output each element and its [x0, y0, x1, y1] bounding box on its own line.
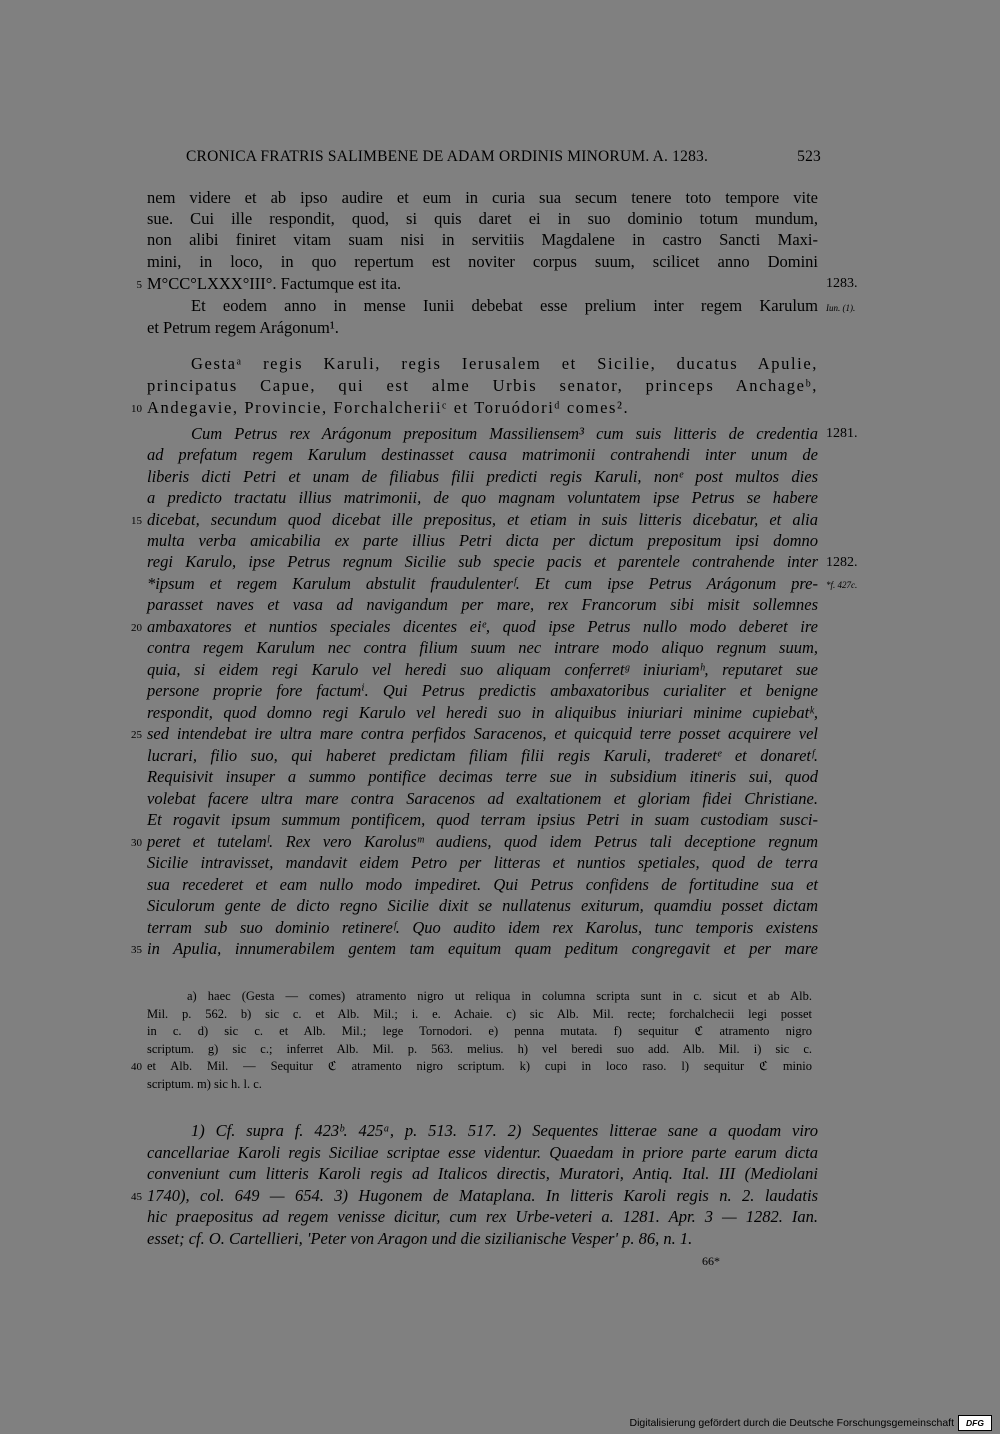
line-number: 25 [131, 729, 142, 741]
letter-line: respondit, quod domno regi Karulo vel heredi suo in aliquibus iniuriari minime cupiebatᵏ, [147, 703, 818, 722]
rubric-line: Andegavie, Provincie, Forchalcheriiᶜ et Toruódoriᵈ comes². [147, 398, 630, 417]
footnote-line: 1740), col. 649 — 654. 3) Hugonem de Mataplana. In litteris Karoli regis n. 2. laudatis [147, 1186, 818, 1205]
letter-line: quia, si eidem regi Karulo vel heredi suo aliquam conferretᵍ iniuriamʰ, reputaret sue [147, 660, 818, 679]
letter-line: dicebat, secundum quod dicebat ille prepositus, et etiam in suis litteris dicebatur, et alia [147, 510, 818, 529]
apparatus-line: in c. d) sic c. et Alb. Mil.; lege Tornodori. e) penna mutata. f) sequitur ℭ atramento nigro [147, 1024, 812, 1038]
letter-line: peret et tutelamˡ. Rex vero Karolusᵐ audiens, quod idem Petrus tali deceptione regnum [147, 832, 818, 851]
margin-folio: *f. 427c. [826, 580, 858, 590]
footnote-line: hic praepositus ad regem venisse dicitur, cum rex Urbe-veteri a. 1281. Apr. 3 — 1282. Ian. [147, 1207, 818, 1226]
letter-line: Et rogavit ipsum summum pontificem, quod terram ipsius Petri in suam custodiam susci- [147, 810, 818, 829]
letter-line: a predicto tractatu illius matrimonii, de quo magnam voluntatem ipse Petrus se habere [147, 488, 818, 507]
letter-line: liberis dicti Petri et unam de filiabus filii predicti regis Karuli, nonᵉ post multos dies [147, 467, 818, 486]
letter-line: sed intendebat ire ultra mare contra perfidos Saracenos, et quicquid terre posset acquirere vel [147, 724, 818, 743]
margin-month: Iun. (1). [826, 303, 856, 313]
line-number: 35 [131, 944, 142, 956]
footnote-line: esset; cf. O. Cartellieri, 'Peter von Aragon und die sizilianische Vesper' p. 86, n. 1. [147, 1229, 693, 1248]
letter-line: Siculorum gente de dicto regno Sicilie dixit se nullatenus exiturum, quamdiu posset dictam [147, 896, 818, 915]
dfg-logo-icon [958, 1415, 992, 1431]
dfg-credit-text: Digitalisierung gefördert durch die Deutsche Forschungsgemeinschaft [629, 1417, 954, 1429]
dfg-credit [629, 1415, 992, 1431]
apparatus-line: et Alb. Mil. — Sequitur ℭ atramento nigro scriptum. k) cupi in loco raso. l) sequitur ℭ minio [147, 1059, 812, 1073]
line-number: 15 [131, 515, 142, 527]
letter-line: ambaxatores et nuntios speciales dicentes eiᵉ, quod ipse Petrus nullo modo deberet ire [147, 617, 818, 636]
line-number: 5 [136, 279, 142, 291]
letter-line: multa verba amicabilia ex parte illius Petri dicta per dictum prepositum ipsi domno [147, 531, 818, 550]
rubric-line: principatus Capue, qui est alme Urbis senator, princeps Anchageᵇ, [147, 376, 818, 395]
line-number: 10 [131, 403, 142, 415]
margin-year: 1282. [826, 555, 858, 570]
letter-line: terram sub suo dominio retinereᶠ. Quo audito idem rex Karolus, tunc temporis existens [147, 918, 818, 937]
footnote-line: cancellariae Karoli regis Siciliae scriptae esse videntur. Quaedam in priore parte earum dicta [147, 1143, 818, 1162]
letter-line: volebat facere ultra mare contra Saracenos ad exaltationem et gloriam fidei Christiane. [147, 789, 818, 808]
apparatus-line: a) haec (Gesta — comes) atramento nigro ut reliqua in columna scripta sunt in c. sicut et ab Alb. [187, 989, 812, 1003]
letter-line: Sicilie intravisset, mandavit eidem Petro per litteras et nuntios spetiales, quod de terra [147, 853, 818, 872]
footnote-line: conveniunt cum litteris Karoli regis ad Italicos directis, Muratori, Antiq. Ital. III (Mediolani [147, 1164, 818, 1183]
text-line: Et eodem anno in mense Iunii debebat esse prelium inter regem Karulum [191, 296, 818, 315]
text-line: nem videre et ab ipso audire et eum in curia sua secum tenere toto tempore vite [147, 188, 818, 207]
margin-year: 1281. [826, 426, 858, 441]
letter-line: regi Karulo, ipse Petrus regnum Sicilie sub specie pacis et parentele contrahende inter [147, 552, 818, 571]
letter-line: Cum Petrus rex Arágonum prepositum Massiliensem³ cum suis litteris de credentia [191, 424, 818, 443]
text-line: M°CC°LXXX°III°. Factumque est ita. [147, 274, 402, 293]
text-line: non alibi finiret vitam suam nisi in servitiis Magdalene in castro Sancti Maxi- [147, 230, 818, 249]
letter-line: in Apulia, innumerabilem gentem tam equitum quam peditum congregavit et per mare [147, 939, 818, 958]
page-number: 523 [797, 148, 821, 165]
dfg-logo-text: DFG [966, 1418, 984, 1428]
rubric-line: Gestaᵃ regis Karuli, regis Ierusalem et Sicilie, ducatus Apulie, [191, 354, 818, 373]
running-title: CRONICA FRATRIS SALIMBENE DE ADAM ORDINIS MINORUM. A. 1283. [186, 148, 709, 165]
text-line: et Petrum regem Arágonum¹. [147, 318, 339, 337]
text-line: mini, in loco, in quo repertum est noviter corpus suum, scilicet anno Domini [147, 252, 818, 271]
line-number: 30 [131, 837, 142, 849]
apparatus-line: Mil. p. 562. b) sic c. et Alb. Mil.; i. e. Achaie. c) sic Alb. Mil. recte; forchalchecii legi posset [147, 1007, 812, 1021]
letter-line: lucrari, filio suo, qui haberet predictam filiam filii regis Karuli, traderetᵉ et donaretᶠ. [147, 746, 818, 765]
line-number: 45 [131, 1191, 142, 1203]
letter-line: Requisivit insuper a summo pontifice decimas terre sue in subsidium itineris sui, quod [147, 767, 818, 786]
line-number: 40 [131, 1061, 142, 1073]
apparatus-line: scriptum. m) sic h. l. c. [147, 1077, 262, 1091]
margin-year: 1283. [826, 276, 858, 291]
letter-line: ad prefatum regem Karulum destinasset causa matrimonii contrahendi inter unum de [147, 445, 818, 464]
text-line: sue. Cui ille respondit, quod, si quis daret ei in suo dominio totum mundum, [147, 209, 818, 228]
letter-line: persone proprie fore factumⁱ. Qui Petrus predictis ambaxatoribus curialiter et benigne [147, 681, 818, 700]
footnote-line: 1) Cf. supra f. 423ᵇ. 425ᵃ, p. 513. 517. 2) Sequentes litterae sane a quodam viro [191, 1121, 818, 1140]
letter-line: parasset naves et vasa ad navigandum per mare, rex Francorum sibi misit sollemnes [147, 595, 818, 614]
running-header [186, 148, 821, 170]
letter-line: contra regem Karulum nec contra filium suum nec intrare modo aliquo regnum suum, [147, 638, 818, 657]
apparatus-line: scriptum. g) sic c.; inferret Alb. Mil. p. 563. melius. h) vel beredi suo add. Alb. Mil. i) sic c. [147, 1042, 812, 1056]
line-number: 20 [131, 622, 142, 634]
letter-line: *ipsum et regem Karulum abstulit fraudulenterᶠ. Et cum ipse Petrus Arágonum pre- [147, 574, 818, 593]
letter-line: sua recederet et eam nullo modo impediret. Qui Petrus confidens de fortitudine sua et [147, 875, 818, 894]
signature-mark: 66* [702, 1254, 720, 1268]
